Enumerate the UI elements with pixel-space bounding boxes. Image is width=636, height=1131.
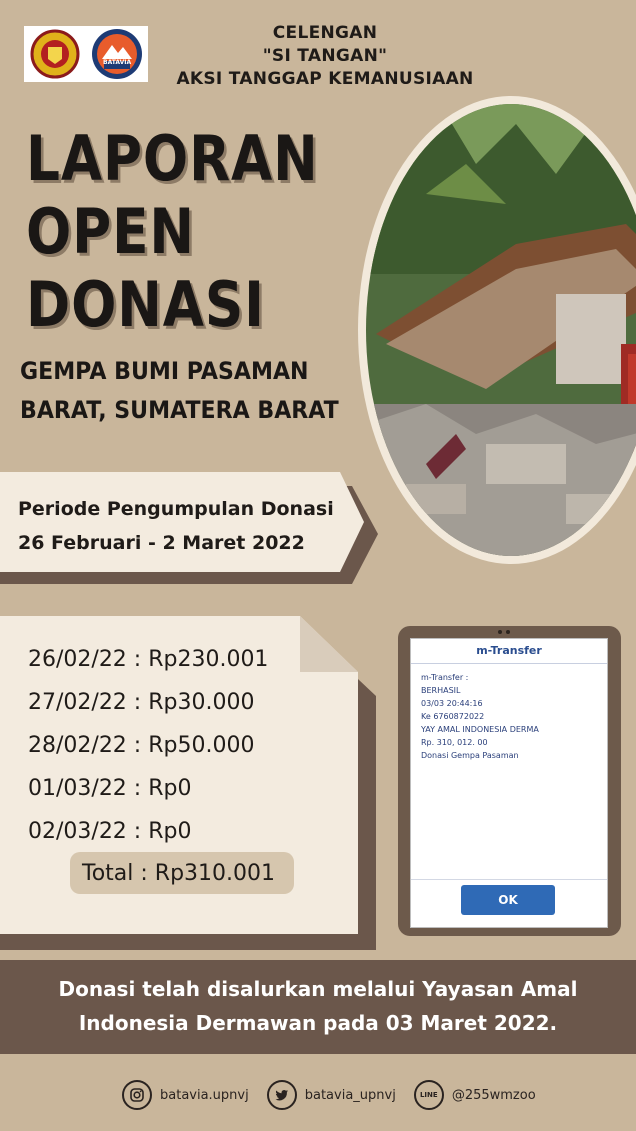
donation-row: 28/02/22 : Rp50.000 [28, 733, 255, 758]
twitter-icon[interactable] [267, 1080, 297, 1110]
donation-row: 01/03/22 : Rp0 [28, 776, 192, 801]
line-handle[interactable]: @255wmzoo [451, 1087, 536, 1103]
title-line-2: OPEN [26, 195, 195, 268]
ok-button[interactable]: OK [461, 885, 555, 915]
title-line-3: DONASI [26, 268, 265, 341]
total-amount: Total : Rp310.001 [82, 861, 276, 886]
header-line-1: CELENGAN [272, 23, 378, 43]
earthquake-photo [358, 96, 636, 564]
main-title [26, 122, 366, 341]
transfer-line: BERHASIL [421, 686, 461, 695]
transfer-header: m-Transfer [411, 639, 607, 664]
header-block [170, 22, 480, 91]
instagram-icon[interactable] [122, 1080, 152, 1110]
period-line-2: 26 Februari - 2 Maret 2022 [18, 532, 305, 554]
header-line-2: "SI TANGAN" [262, 46, 388, 66]
donations-list [28, 638, 268, 853]
period-text [18, 492, 334, 560]
distribution-line-2: Indonesia Dermawan pada 03 Maret 2022. [78, 1011, 558, 1035]
transfer-screen [410, 638, 608, 928]
transfer-line: YAY AMAL INDONESIA DERMA [421, 725, 539, 734]
title-line-1: LAPORAN [26, 122, 319, 195]
donation-row: 27/02/22 : Rp30.000 [28, 690, 255, 715]
donation-row: 02/03/22 : Rp0 [28, 819, 192, 844]
phone-camera [506, 630, 510, 634]
distribution-band [0, 960, 636, 1054]
transfer-line: m-Transfer : [421, 673, 469, 682]
line-icon[interactable] [414, 1080, 444, 1110]
donation-row: 26/02/22 : Rp230.001 [28, 647, 269, 672]
transfer-receipt-phone [398, 626, 621, 936]
twitter-handle[interactable]: batavia_upnvj [304, 1087, 396, 1103]
period-line-1: Periode Pengumpulan Donasi [18, 498, 334, 520]
phone-camera [498, 630, 502, 634]
batavia-logo-text: BATAVIA [103, 59, 132, 66]
footer-social [122, 1078, 542, 1112]
subtitle-line-2: BARAT, SUMATERA BARAT [20, 396, 339, 424]
batavia-logo [86, 26, 148, 82]
university-logo [24, 26, 86, 82]
transfer-line: Rp. 310, 012. 00 [421, 738, 488, 747]
transfer-line: 03/03 20:44:16 [421, 699, 483, 708]
transfer-line: Donasi Gempa Pasaman [421, 751, 519, 760]
subtitle-line-1: GEMPA BUMI PASAMAN [20, 357, 309, 385]
subtitle [20, 352, 366, 430]
screen-divider [411, 879, 607, 880]
transfer-line: Ke 6760872022 [421, 712, 485, 721]
header-line-3: AKSI TANGGAP KEMANUSIAAN [176, 69, 474, 89]
instagram-handle[interactable]: batavia.upnvj [160, 1087, 249, 1103]
distribution-line-1: Donasi telah disalurkan melalui Yayasan Amal [58, 977, 578, 1001]
line-icon-label: LINE [419, 1091, 438, 1099]
transfer-details [421, 671, 539, 762]
